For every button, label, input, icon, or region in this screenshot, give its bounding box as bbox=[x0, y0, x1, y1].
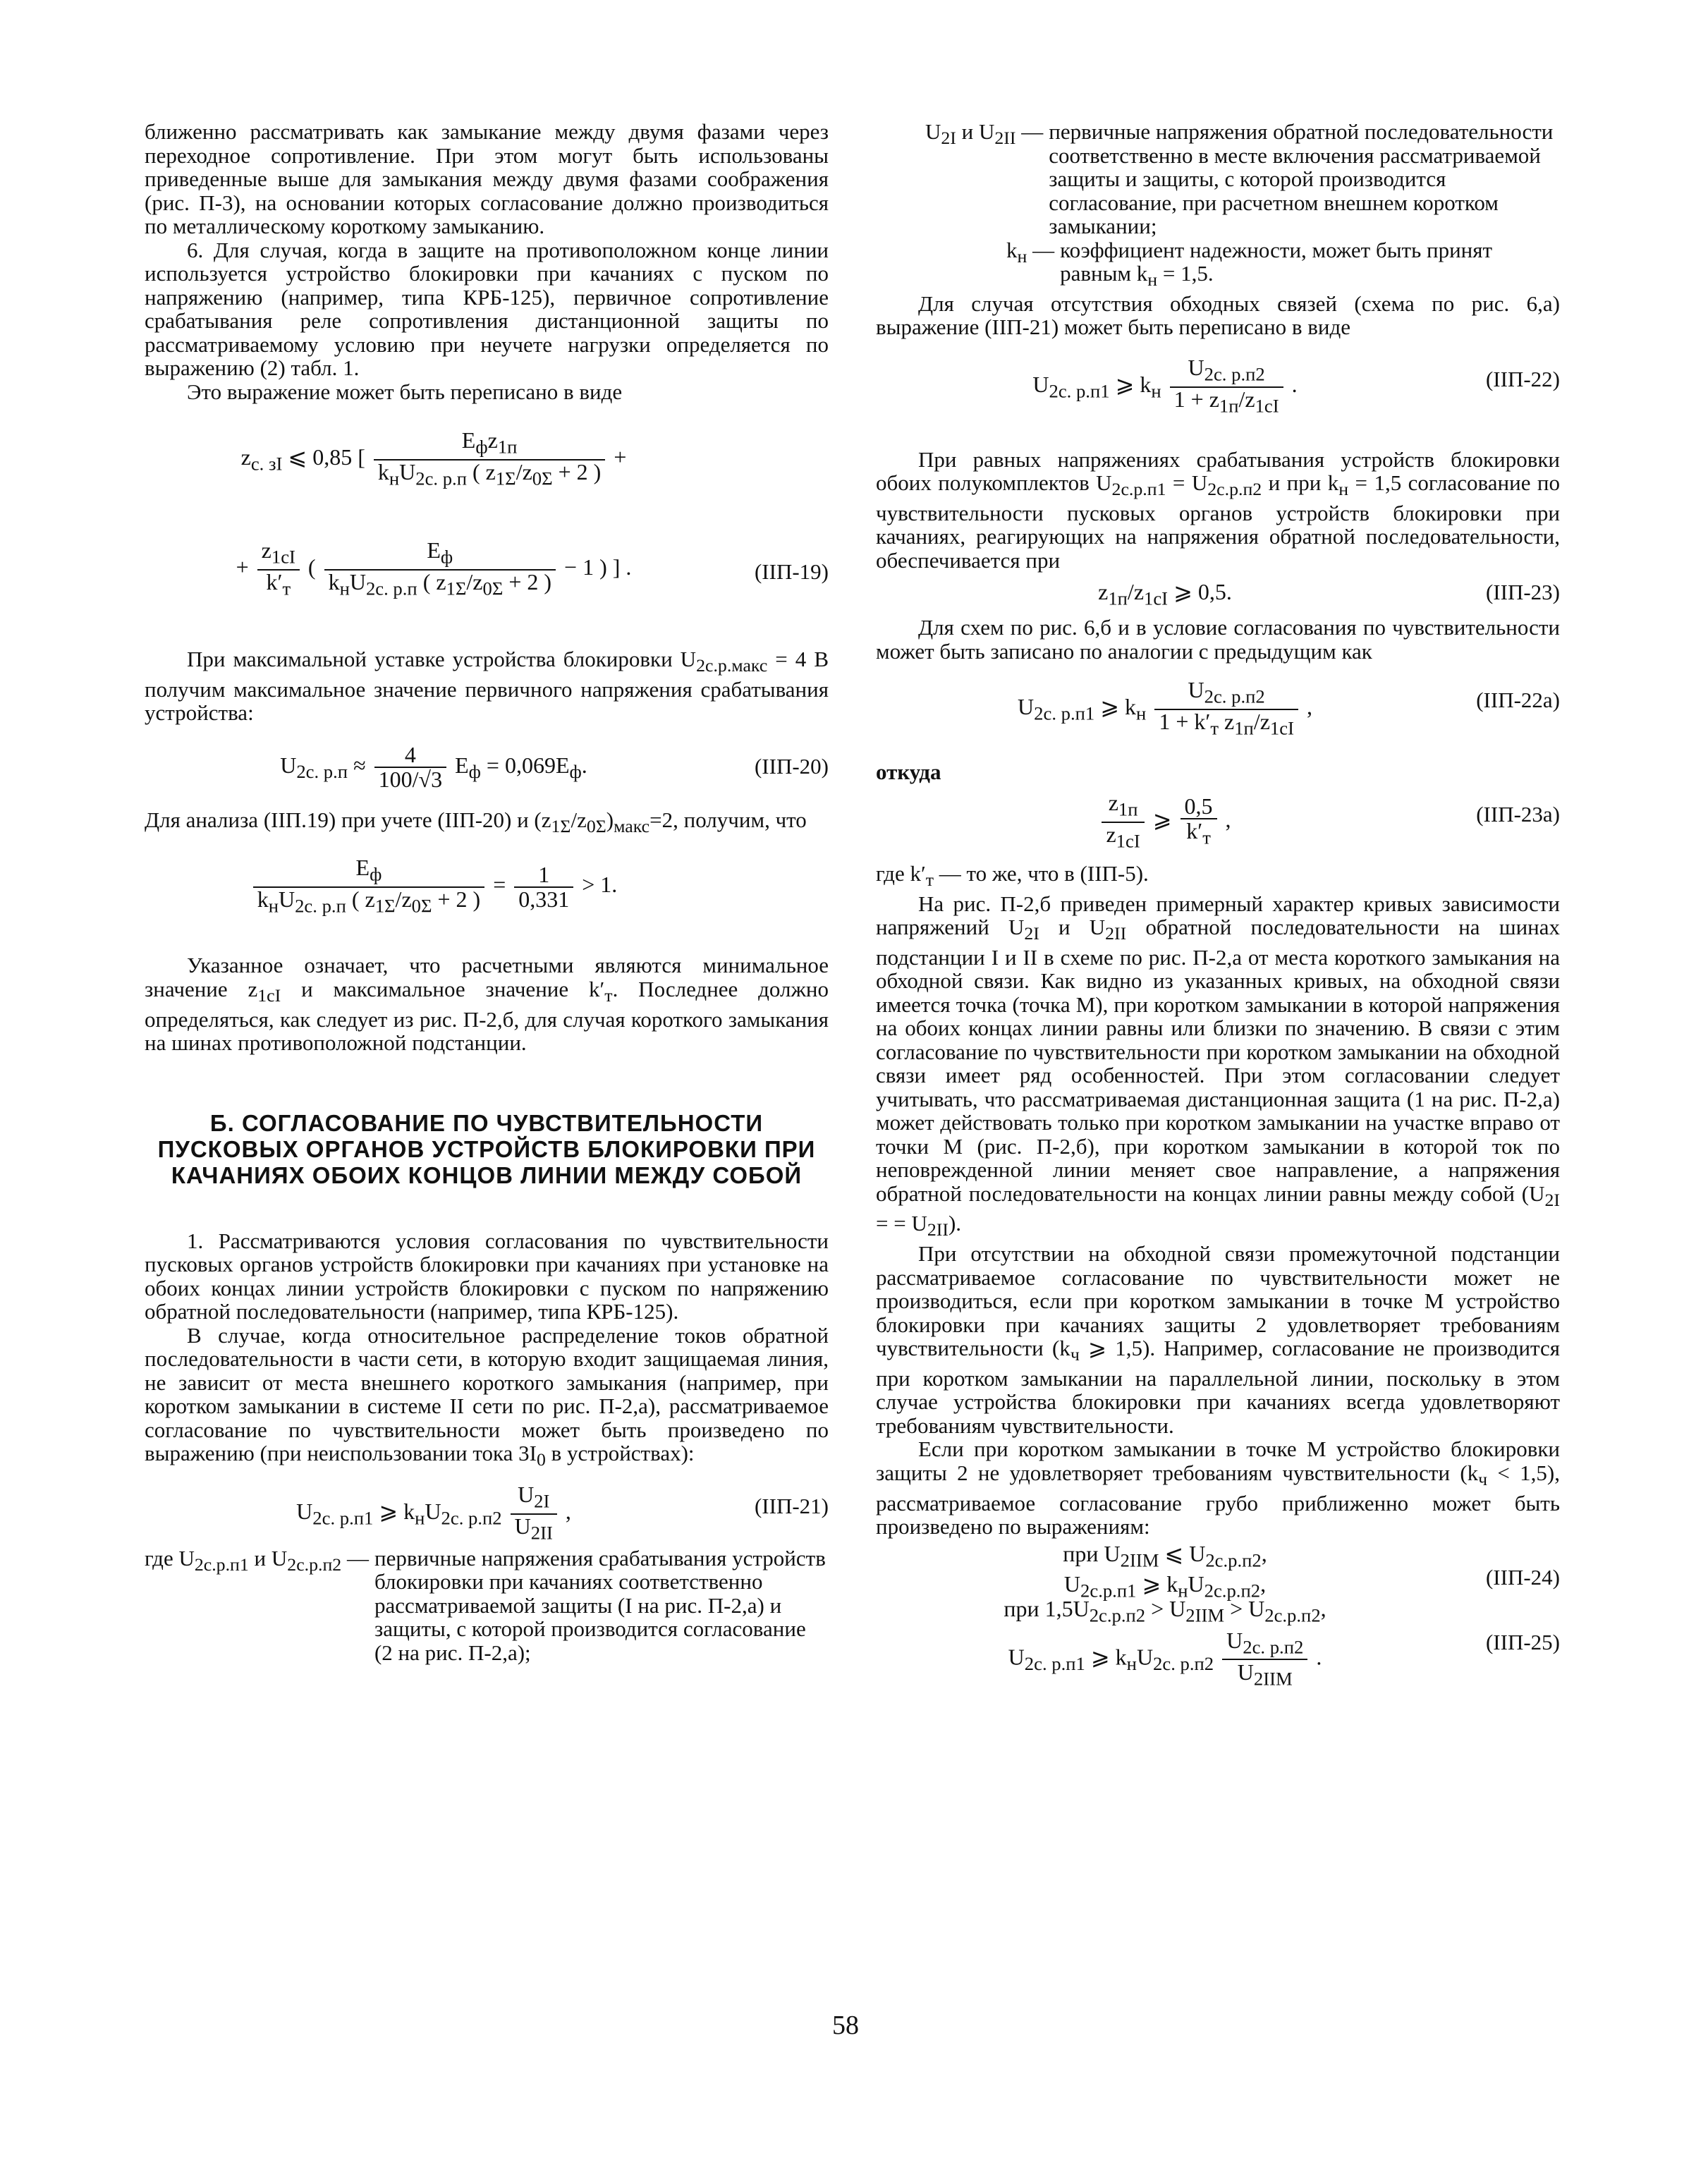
equation-iip-23a: $\frac{z_{1п}}{z_{1cI}}$ ⩾ $\frac{0,5}{k'_т}$ , (IIП-23а) bbox=[876, 787, 1560, 858]
equation-iip-23: $z_{1п}/z_{1cI}$ ⩾ 0,5. (IIП-23) bbox=[1098, 579, 1560, 609]
paragraph: 1. Рассматриваются условия согласования по чувствительности пусковых органов устройств блокировки при качаниях при установке на обоих концах линии устройств блокировки с пуском по напряжению обратной последовательности (например, типа КРБ-125). bbox=[145, 1228, 829, 1324]
paragraph: На рис. П-2,б приведен примерный характер кривых зависимости напряжений $U_{2I}$ и $U_{2II}$ обратной последовательности на шинах подстанции I и II в схеме по рис. П-2,а от места короткого замыкания на обходной связи. Как видно из указанных кривых, на обходной связи имеется точка (точка М), при коротком замыкании в которой напряжения на обоих концах линии равны или близки по значению. В связи с этим согласование по чувствительности при коротком замыкании на обходной связи имеет ряд особенностей. При этом согласовании следует учитывать, что рассматриваемая дистанционная защита (1 на рис. П-2,а) может действовать только при коротком замыкании на участке вправо от точки М (рис. П-2,б), при коротком замыкании в которой ток по неповрежденной линии меняет свое направление, а напряжения обратной последовательности на концах линии равны между собой ($U_{2I}$ = = $U_{2II}$). bbox=[876, 891, 1561, 1240]
equation-iip-25: при $1,5U_{2с.р.п2} > U_{2IIМ} > U_{2с.р.п2}$, $U_{2с. р.п1}$ ⩾ $k_нU_{2с. р.п2}$ $\frac{U_{2с. р.п2}}{U_{2IIМ}}$ . (IIП-25) bbox=[1004, 1595, 1560, 1690]
paragraph: В случае, когда относительное распределение токов обратной последовательности в части сети, в которую входит защищаемая линия, не зависит от места внешнего короткого замыкания (например, при коротком замыкании в системе II сети по рис. П-2,а), рассматриваемое согласование по чувствительности может быть произведено по выражению (при неиспользовании тока $3I_0$ в устройствах): bbox=[145, 1322, 829, 1470]
equation-iip-22: $U_{2с. р.п1}$ ⩾ $k_н$ $\frac{U_{2с. р.п2}}{1 + z_{1п}/z_{1cI}}$ . (IIП-22) bbox=[1032, 354, 1560, 416]
left-column bbox=[145, 120, 829, 1664]
equation-unnumbered: $\frac{E_ф}{k_нU_{2с. р.п} ( z_{1\Sigma}/z_{0\Sigma} + 2 )}$ = $\frac{1}{0,331}$ > 1. bbox=[145, 845, 829, 937]
definition-item: $U_{2I}$ и $U_{2II}$ — первичные напряжения обратной последовательности соответственно в месте включения рассматриваемой защиты и защиты, с которой производится согласование, при расчетном внешнем коротком замыкании; bbox=[925, 119, 1554, 238]
paragraph: Для случая отсутствия обходных связей (схема по рис. 6,а) выражение (IIП-21) может быть переписано в виде bbox=[876, 291, 1560, 340]
paragraph: Для анализа (IIП.19) при учете (IIП-20) и $(z_{1\Sigma}/z_{0\Sigma})_{макс}=2$, получим, что bbox=[145, 807, 807, 836]
equation-number: (IIП-23) bbox=[1485, 580, 1560, 605]
paragraph: Для схем по рис. 6,б и в условие согласования по чувствительности может быть записано по аналогии с предыдущим как bbox=[876, 615, 1560, 664]
section-heading: Б. СОГЛАСОВАНИЕ ПО ЧУВСТВИТЕЛЬНОСТИ ПУСКОВЫХ ОРГАНОВ УСТРОЙСТВ БЛОКИРОВКИ ПРИ КАЧАНИЯХ ОБОИХ КОНЦОВ ЛИНИИ МЕЖДУ СОБОЙ bbox=[157, 1109, 816, 1188]
equation-number: (IIП-25) bbox=[1485, 1629, 1560, 1654]
paragraph: Если при коротком замыкании в точке М устройство блокировки защиты 2 не удовлетворяет требованиям чувствительности $(k_ч < 1,5)$, рассматриваемое согласование грубо приближенно может быть произведено по выражениям: bbox=[876, 1437, 1560, 1539]
page-number: 58 bbox=[832, 2011, 859, 2040]
paragraph: При отсутствии на обходной связи промежуточной подстанции рассматриваемое согласование по чувствительности может не производиться, если при коротком замыкании в точке М устройство блокировки при качаниях защиты 2 удовлетворяет требованиям чувствительности ($k_ч$ ⩾ 1,5). Например, согласование не производится при коротком замыкании на параллельной линии, поскольку в этом случае устройства блокировки при качаниях всегда удовлетворяют требованиям чувствительности. bbox=[876, 1241, 1560, 1438]
equation-number: (IIП-21) bbox=[754, 1493, 829, 1518]
equation-number: (IIП-23а) bbox=[1476, 801, 1560, 827]
paragraph: ближенно рассматривать как замыкание между двумя фазами через переходное сопротивление. При этом могут быть использованы приведенные выше для замыкания между двумя фазами соображения (рис. П-3), на основании которых согласование должно производиться по металлическому короткому замыканию. bbox=[145, 119, 829, 238]
paragraph: Указанное означает, что расчетными являются минимальное значение $z_{1cI}$ и максимальное значение $k'_т$. Последнее должно определяться, как следует из рис. П-2,б, для случая короткого замыкания на шинах противоположной подстанции. bbox=[145, 953, 829, 1056]
paragraph: При равных напряжениях срабатывания устройств блокировки обоих полукомплектов $U_{2с.р.п1} = U_{2с.р.п2}$ и при $k_н = 1,5$ согласование по чувствительности пусковых органов устройств блокировки при качаниях, реагирующих на напряжения обратной последовательности, обеспечивается при bbox=[876, 446, 1560, 573]
equation-iip-22a: $U_{2с. р.п1}$ ⩾ $k_н$ $\frac{U_{2с. р.п2}}{1 + k'_т z_{1п}/z_{1cI}}$ , (IIП-22а) bbox=[1018, 677, 1560, 739]
paragraph: 6. Для случая, когда в защите на противоположном конце линии используется устройство блокировки при качаниях с пуском по напряжению (например, типа КРБ-125), первичное сопротивление срабатывания реле сопротивления дистанционной защиты по рассматриваемому условию при неучете нагрузки определяется по выражению (2) табл. 1. bbox=[145, 237, 829, 380]
equation-number: (IIП-22а) bbox=[1476, 688, 1560, 713]
equation-iip-24: при $U_{2IIМ}$ ⩽ $U_{2с.р.п2}$, $U_{2с.р.п1}$ ⩾ $k_нU_{2с.р.п2}$, (IIП-24) bbox=[1063, 1540, 1560, 1602]
paragraph: При максимальной уставке устройства блокировки $U_{2с.р.макс} = 4$ В получим максимальное значение первичного напряжения срабатывания устройства: bbox=[145, 647, 829, 726]
equation-number: (IIП-24) bbox=[1485, 1564, 1560, 1590]
paragraph: где $k'_т$ — то же, что в (IIП-5). bbox=[876, 860, 1149, 891]
right-column bbox=[876, 119, 1561, 1690]
equation-number: (IIП-20) bbox=[754, 753, 829, 779]
equation-iip-19-line1: $z_{с. зI}$ ⩽ 0,85 [ $\frac{E_фz_{1п}}{k_нU_{2с. р.п} ( z_{1\Sigma}/z_{0\Sigma} + 2 )}$ + bbox=[240, 427, 627, 489]
equation-iip-20: $U_{2с. р.п}$ ≈ $\frac{4}{100/√3}$ $E_ф = 0,069E_ф$. (IIП-20) bbox=[280, 741, 829, 793]
paragraph: Это выражение может быть переписано в виде bbox=[187, 379, 623, 404]
equation-iip-19-line2: + $\frac{z_{1cI}}{k'_т}$ ( $\frac{E_ф}{k_нU_{2с. р.п} ( z_{1\Sigma}/z_{0\Sigma} + 2 )}$ − 1 ) ] . (IIП-19) bbox=[236, 537, 829, 599]
equation-number: (IIП-19) bbox=[754, 559, 829, 584]
equation-number: (IIП-22) bbox=[1485, 366, 1560, 391]
definition-item: $k_н$ — коэффициент надежности, может быть принят равным $k_н = 1,5$. bbox=[1006, 237, 1493, 291]
definition-item: где $U_{2с.р.п1}$ и $U_{2с.р.п2}$ — первичные напряжения срабатывания устройств блокировки при качаниях соответственно рассматриваемой защиты (I на рис. П-2,а) и защиты, с которой производится согласование (2 на рис. П-2,а); bbox=[145, 1545, 826, 1665]
equation-iip-21: $U_{2с. р.п1}$ ⩾ $k_нU_{2с. р.п2}$ $\frac{U_{2I}}{U_{2II}}$ , (IIП-21) bbox=[296, 1481, 829, 1544]
paragraph: откуда bbox=[876, 760, 941, 785]
